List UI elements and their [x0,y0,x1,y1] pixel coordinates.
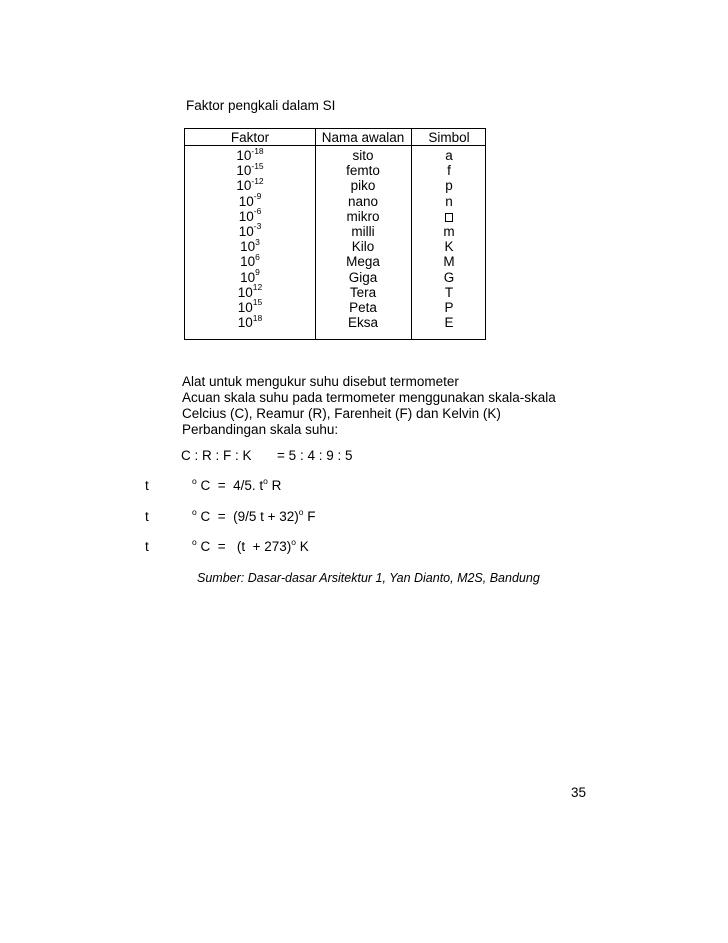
faktor-exponent: -3 [253,221,262,232]
faktor-base: 10 [238,223,254,239]
faktor-exponent: -9 [253,191,262,202]
faktor-cell [185,206,315,224]
simbol-cell: M [443,254,455,270]
faktor-cell [185,175,315,194]
page-number: 35 [571,785,587,800]
simbol-cell: G [443,269,455,285]
simbol-column [411,148,487,330]
scale-ratio [181,449,352,463]
si-prefix-table [184,128,486,340]
faktor-base: 10 [237,284,253,300]
nama-awalan-cell: piko [350,178,376,194]
formula-variable: t [145,539,149,554]
degree-mark: o [192,475,197,486]
simbol-cell: f [447,163,451,179]
faktor-cell [185,251,315,270]
faktor-cell [185,267,315,285]
nama-awalan-cell: milli [351,223,375,239]
simbol-cell: a [445,148,453,163]
simbol-cell: K [444,239,454,255]
faktor-cell [185,282,315,300]
header-faktor: Faktor [230,130,270,145]
faktor-exponent: 15 [252,297,263,308]
faktor-exponent: 6 [255,251,260,262]
faktor-base: 10 [237,299,253,315]
formula-expression [192,536,309,554]
nama-awalan-cell: Eksa [347,315,378,331]
nama-awalan-cell: nano [347,193,379,209]
faktor-base: 10 [240,269,256,285]
paragraph-line: Celcius (C), Reamur (R), Farenheit (F) dan Kelvin (K) [182,406,501,421]
formula-part: C = 4/5. t [196,478,264,493]
formula-part: F [303,509,316,524]
degree-mark: o [291,536,297,547]
faktor-exponent: 18 [252,312,263,323]
faktor-exponent: 3 [255,236,260,247]
faktor-exponent: -12 [251,175,264,186]
faktor-base: 10 [238,193,254,209]
nama-awalan-cell: Mega [346,254,380,270]
faktor-base: 10 [236,163,252,179]
table-title: Faktor pengkali dalam SI [186,98,336,113]
faktor-exponent: -6 [253,206,262,217]
degree-mark: o [298,506,304,517]
formula-part: C = (9/5 t + 32) [196,509,299,524]
degree-mark: o [192,536,197,547]
paragraph-line: Alat untuk mengukur suhu disebut termometer [182,374,459,389]
missing-glyph-icon [445,213,453,222]
formula-variable: t [145,478,149,493]
source-citation: Sumber: Dasar-dasar Arsitektur 1, Yan Dianto, M2S, Bandung [197,571,540,585]
table-header-rule [185,145,485,146]
faktor-base: 10 [240,239,256,255]
faktor-cell [185,191,315,209]
simbol-cell: T [444,284,454,300]
nama-awalan-cell: Peta [349,299,377,315]
faktor-cell [185,312,315,331]
faktor-column [185,145,315,331]
header-simbol: Simbol [428,130,470,145]
faktor-exponent: -15 [251,160,264,171]
paragraph-line: Acuan skala suhu pada termometer menggunakan skala-skala [182,390,556,405]
ratio-scales: C : R : F : K [181,448,252,463]
simbol-cell: n [445,193,453,209]
simbol-cell: p [445,178,453,194]
faktor-base: 10 [236,148,252,163]
nama-awalan-cell: Tera [349,284,377,300]
ratio-values: = 5 : 4 : 9 : 5 [277,448,353,463]
faktor-exponent: 12 [252,282,263,293]
nama-awalan-cell: mikro [346,208,380,224]
formula-part: K [296,539,309,554]
faktor-cell [185,236,315,255]
faktor-cell [185,145,315,163]
faktor-cell [185,297,315,315]
formula-variable: t [145,509,149,524]
simbol-cell: P [444,299,454,315]
faktor-cell [185,221,315,239]
formula-part: C = (t + 273) [196,539,292,554]
simbol-cell: E [444,315,454,331]
faktor-base: 10 [238,208,254,224]
simbol-cell [411,209,487,224]
paragraph-line: Perbandingan skala suhu: [182,422,339,437]
faktor-base: 10 [237,315,253,331]
nama-awalan-column [315,148,411,330]
nama-awalan-cell: sito [352,148,374,163]
formula-expression [192,506,316,524]
faktor-base: 10 [240,254,256,270]
degree-mark: o [192,506,197,517]
formula-part: R [267,478,282,493]
formula-expression [192,475,282,493]
simbol-cell: m [443,223,455,239]
faktor-exponent: -18 [251,145,264,156]
faktor-base: 10 [236,178,252,194]
nama-awalan-cell: Kilo [351,239,375,255]
faktor-cell [185,160,315,179]
header-nama-awalan: Nama awalan [321,130,405,145]
faktor-exponent: 9 [255,267,260,277]
nama-awalan-cell: Giga [348,269,378,285]
degree-mark: o [263,475,268,486]
nama-awalan-cell: femto [346,163,380,179]
